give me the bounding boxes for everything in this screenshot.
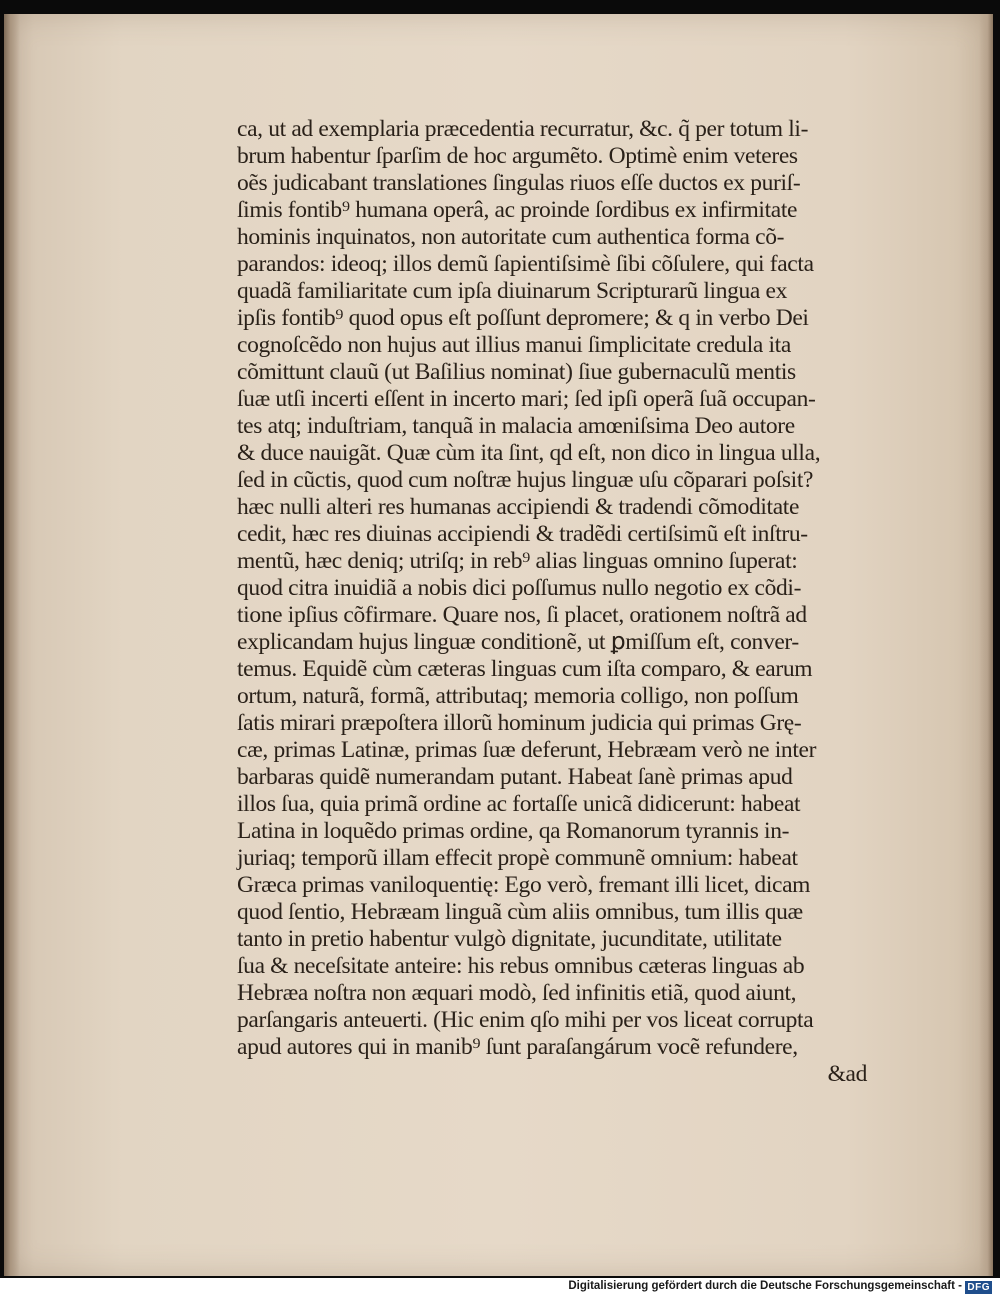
text-line: ca, ut ad exemplaria præcedentia recurratur, &c. q̃ per totum li- <box>237 116 809 142</box>
text-line: Hebræa noſtra non æquari modò, ſed infinitis etiã, quod aiunt, <box>237 980 797 1006</box>
text-line: quod ſentio, Hebræam linguã cùm aliis omnibus, tum illis quæ <box>237 899 803 925</box>
text-line: Græca primas vaniloquentię: Ego verò, fremant illi licet, dicam <box>237 872 811 898</box>
text-line: tione ipſius cõfirmare. Quare nos, ſi placet, orationem noſtrã ad <box>237 602 807 628</box>
text-line: cæ, primas Latinæ, primas ſuæ deferunt, Hebræam verò ne inter <box>237 737 817 763</box>
text-line: apud autores qui in manib⁹ ſunt paraſangárum vocẽ refundere, <box>237 1034 798 1060</box>
scanned-page <box>4 14 993 1276</box>
text-line: explicandam hujus linguæ conditionẽ, ut ꝑmiſſum eſt, conver- <box>237 629 799 655</box>
page-right-edge <box>979 14 993 1276</box>
text-line: hæc nulli alteri res humanas accipiendi & tradendi cõmoditate <box>237 494 800 520</box>
text-line: quadã familiaritate cum ipſa diuinarum Scripturarũ lingua ex <box>237 278 787 304</box>
text-line: hominis inquinatos, non autoritate cum authentica forma cõ- <box>237 224 785 250</box>
digitization-footer <box>0 1278 1000 1297</box>
text-line: ſuæ utſi incerti eſſent in incerto mari; ſed ipſi operã ſuã occupan- <box>237 386 816 412</box>
funding-notice: Digitalisierung gefördert durch die Deutsche Forschungsgemeinschaft - <box>568 1280 962 1292</box>
catchword: &ad <box>827 1061 867 1087</box>
text-line: ortum, naturã, formã, attributaq; memoria colligo, non poſſum <box>237 683 799 709</box>
text-line: ſua & neceſsitate anteire: his rebus omnibus cæteras linguas ab <box>237 953 805 979</box>
text-line: ſimis fontib⁹ humana operâ, ac proinde ſordibus ex infirmitate <box>237 197 798 223</box>
text-line: cedit, hæc res diuinas accipiendi & tradẽdi certiſsimũ eſt inſtru- <box>237 521 808 547</box>
text-line: oẽs judicabant translationes ſingulas riuos eſſe ductos ex puriſ- <box>237 170 801 196</box>
text-line: cõmittunt clauũ (ut Baſilius nominat) ſiue gubernaculũ mentis <box>237 359 796 385</box>
text-line: mentũ, hæc deniq; utriſq; in reb⁹ alias linguas omnino ſuperat: <box>237 548 798 574</box>
text-line: temus. Equidẽ cùm cæteras linguas cum iſta comparo, & earum <box>237 656 813 682</box>
dfg-logo-icon: DFG <box>967 1282 990 1293</box>
text-line: brum habentur ſparſim de hoc argumẽto. Optimè enim veteres <box>237 143 798 169</box>
text-line: parandos: ideoq; illos demũ ſapientiſsimè ſibi cõſulere, qui facta <box>237 251 814 277</box>
page-left-edge <box>4 14 20 1276</box>
text-line: ſed in cũctis, quod cum noſtræ hujus linguæ uſu cõparari poſsit? <box>237 467 814 493</box>
text-line: quod citra inuidiã a nobis dici poſſumus nullo negotio ex cõdi- <box>237 575 802 601</box>
text-line: Latina in loquẽdo primas ordine, qa Romanorum tyrannis in- <box>237 818 790 844</box>
text-line: ipſis fontib⁹ quod opus eſt poſſunt depromere; & q in verbo Dei <box>237 305 809 331</box>
body-text <box>237 116 877 1088</box>
text-line: & duce nauigãt. Quæ cùm ita ſint, qd eſt, non dico in lingua ulla, <box>237 440 821 466</box>
text-line: parſangaris anteuerti. (Hic enim qſo mihi per vos liceat corrupta <box>237 1007 814 1033</box>
text-line: tes atq; induſtriam, tanquã in malacia amœniſsima Deo autore <box>237 413 795 439</box>
text-line: barbaras quidẽ numerandam putant. Habeat ſanè primas apud <box>237 764 793 790</box>
text-line: illos ſua, quia primã ordine ac fortaſſe unicã didicerunt: habeat <box>237 791 801 817</box>
text-line: tanto in pretio habentur vulgò dignitate, jucunditate, utilitate <box>237 926 782 952</box>
text-line: cognoſcẽdo non hujus aut illius manui ſimplicitate credula ita <box>237 332 791 358</box>
text-line: ſatis mirari præpoſtera illorũ hominum judicia qui primas Grę- <box>237 710 802 736</box>
text-line: juriaq; temporũ illam effecit propè communẽ omnium: habeat <box>237 845 798 871</box>
